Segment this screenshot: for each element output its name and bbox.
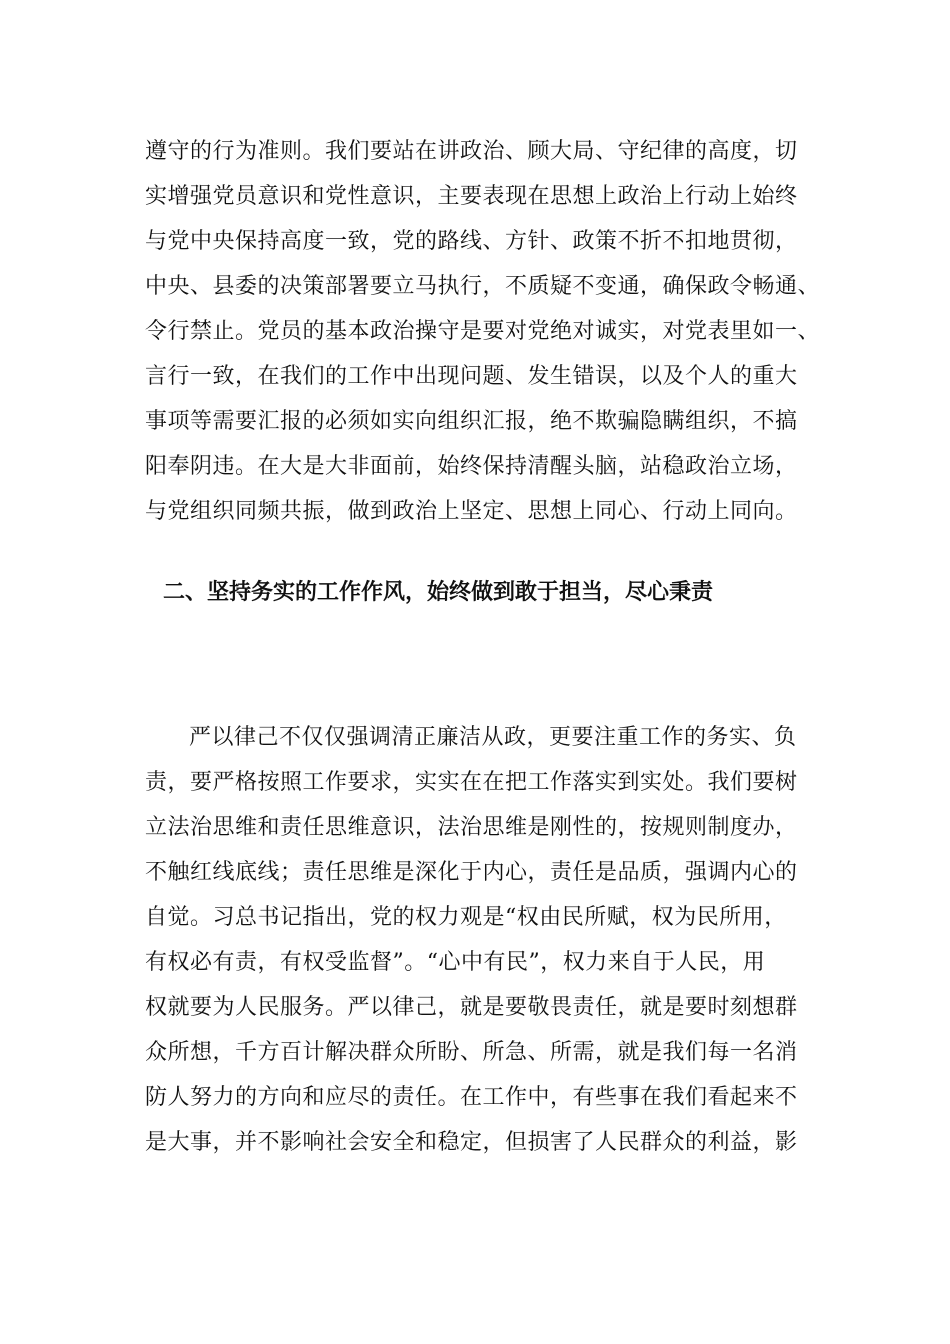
- paragraph2-line-6: 有权必有责，有权受监督”。“心中有民”，权力来自于人民，用: [145, 950, 766, 975]
- paragraph1-line-3: 与党中央保持高度一致，党的路线、方针、政策不折不扣地贯彻，: [145, 229, 798, 254]
- paragraph1-line-6: 言行一致，在我们的工作中出现问题、发生错误，以及个人的重大: [145, 364, 798, 389]
- paragraph2-line-4: 不触红线底线；责任思维是深化于内心，责任是品质，强调内心的: [145, 860, 798, 885]
- paragraph2-line-9: 防人努力的方向和应尽的责任。在工作中，有些事在我们看起来不: [145, 1085, 798, 1110]
- paragraph1-line-4: 中央、县委的决策部署要立马执行，不质疑不变通，确保政令畅通、: [145, 274, 821, 299]
- paragraph2-line-5: 自觉。习总书记指出，党的权力观是“权由民所赋，权为民所用，: [145, 905, 787, 930]
- paragraph2-line-1: 严以律己不仅仅强调清正廉洁从政，更要注重工作的务实、负: [189, 725, 797, 750]
- paragraph2-line-8: 众所想，千方百计解决群众所盼、所急、所需，就是我们每一名消: [145, 1040, 798, 1065]
- paragraph1-line-8: 阳奉阴违。在大是大非面前，始终保持清醒头脑，站稳政治立场，: [145, 454, 798, 479]
- paragraph1-line-9: 与党组织同频共振，做到政治上坚定、思想上同心、行动上同向。: [145, 499, 798, 524]
- paragraph1-line-5: 令行禁止。党员的基本政治操守是要对党绝对诚实，对党表里如一、: [145, 319, 821, 344]
- paragraph1-line-2: 实增强党员意识和党性意识，主要表现在思想上政治上行动上始终: [145, 184, 798, 209]
- paragraph1-line-1: 遵守的行为准则。我们要站在讲政治、顾大局、守纪律的高度，切: [145, 139, 798, 164]
- paragraph2-line-7: 权就要为人民服务。严以律己，就是要敬畏责任，就是要时刻想群: [145, 995, 798, 1020]
- section-heading: 二、坚持务实的工作作风，始终做到敢于担当，尽心秉责: [163, 580, 714, 605]
- paragraph2-line-3: 立法治思维和责任思维意识，法治思维是刚性的，按规则制度办，: [145, 815, 798, 840]
- paragraph1-line-7: 事项等需要汇报的必须如实向组织汇报，绝不欺骗隐瞒组织，不搞: [145, 409, 798, 434]
- paragraph2-line-10: 是大事，并不影响社会安全和稳定，但损害了人民群众的利益，影: [145, 1130, 798, 1155]
- paragraph2-line-2: 责，要严格按照工作要求，实实在在把工作落实到实处。我们要树: [145, 770, 798, 795]
